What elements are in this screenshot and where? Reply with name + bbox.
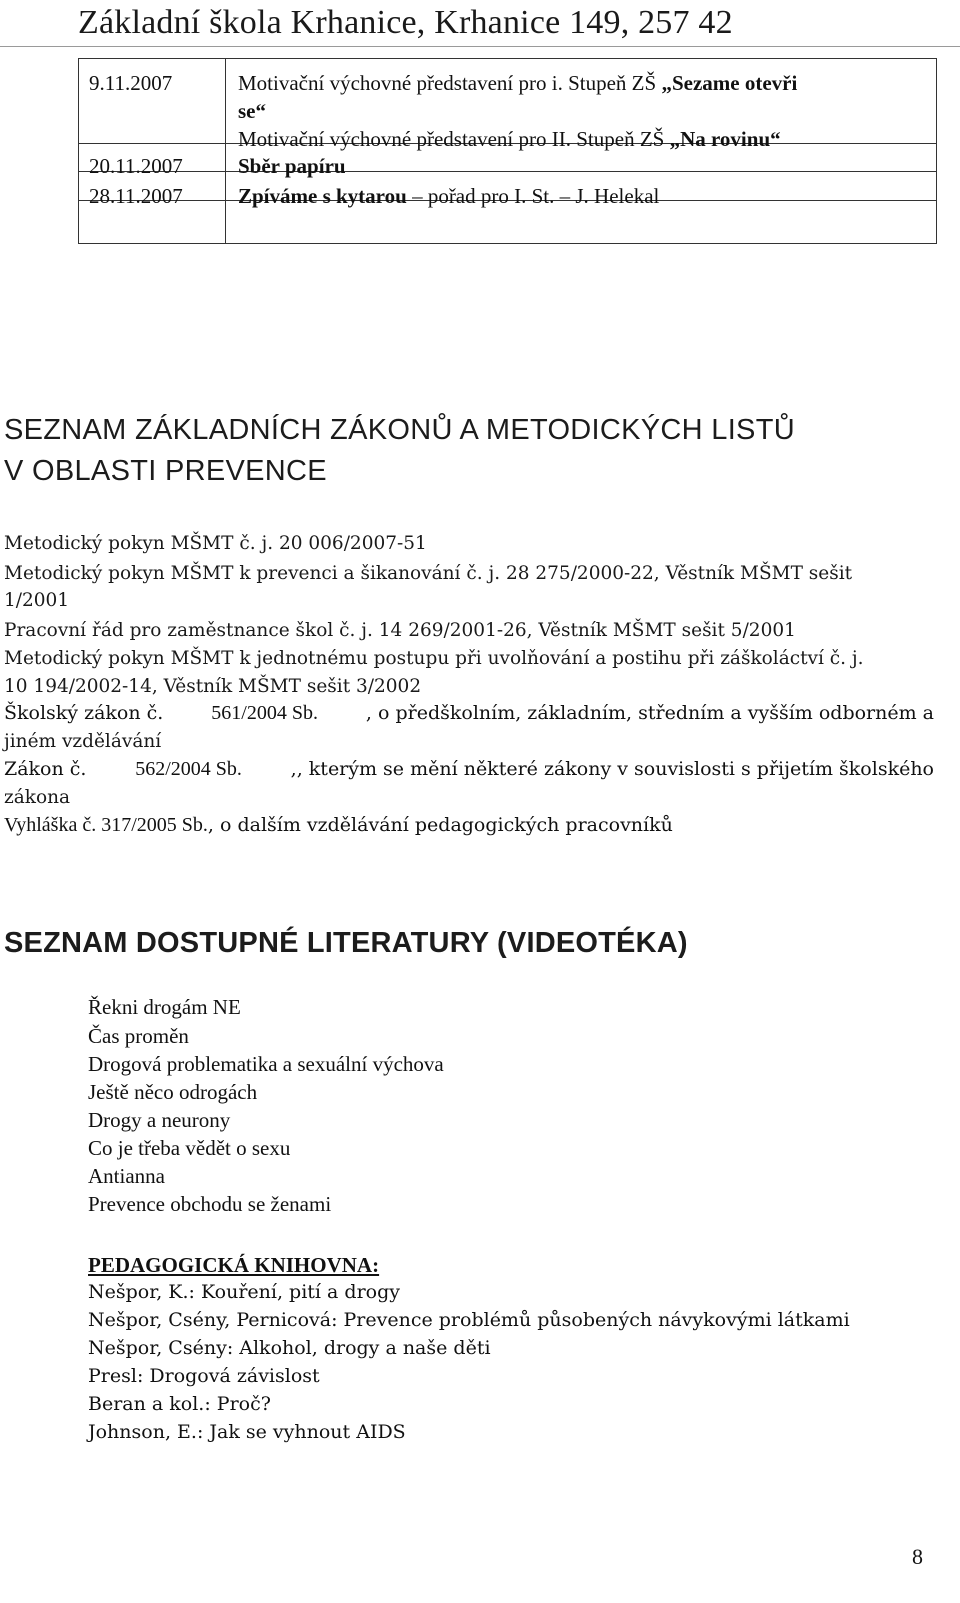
video-item: Řekni drogám NE (88, 995, 241, 1019)
video-item: Co je třeba vědět o sexu (88, 1136, 291, 1160)
library-item: Nešpor, Csény, Pernicová: Prevence problémů působených návykovými látkami (88, 1309, 850, 1331)
library-title: PEDAGOGICKÁ KNIHOVNA: (88, 1253, 380, 1277)
law-item-skolsky-zakon: Školský zákon č. 561/2004 Sb. , o předškolním, základním, středním a vyšším odborném a (4, 702, 934, 724)
law-item-cont: 1/2001 (4, 590, 70, 611)
header-title: Základní škola Krhanice, Krhanice 149, 257 42 (78, 4, 733, 41)
event-description-cont: se“ (238, 99, 266, 123)
library-item: Johnson, E.: Jak se vyhnout AIDS (88, 1421, 406, 1443)
law-item-cont: jiném vzdělávání (4, 731, 162, 752)
law-item: Metodický pokyn MŠMT k prevenci a šikanování č. j. 28 275/2000-22, Věstník MŠMT sešit (4, 563, 853, 584)
events-table (78, 58, 937, 244)
video-item: Antianna (88, 1164, 165, 1188)
section-title-laws-line2: V OBLASTI PREVENCE (4, 455, 327, 487)
video-item: Ještě něco odrogách (88, 1080, 258, 1104)
law-item-cont: zákona (4, 787, 71, 808)
video-item: Prevence obchodu se ženami (88, 1192, 332, 1216)
event-date: 28.11.2007 (89, 184, 183, 208)
page-header (0, 0, 960, 48)
library-item: Beran a kol.: Proč? (88, 1393, 271, 1415)
page-number: 8 (912, 1544, 923, 1569)
section-title-laws: SEZNAM ZÁKLADNÍCH ZÁKONŮ A METODICKÝCH LISTŮ (4, 414, 795, 446)
table-row-divider (79, 171, 936, 172)
event-description: Zpíváme s kytarou – pořad pro I. St. – J. Helekal (238, 184, 660, 208)
table-column-divider (225, 59, 226, 243)
library-item: Nešpor, K.: Kouření, pití a drogy (88, 1281, 400, 1303)
law-item-zakon: Zákon č. 562/2004 Sb. ,, kterým se mění některé zákony v souvislosti s přijetím školského (4, 758, 934, 780)
law-item: Pracovní řád pro zaměstnance škol č. j. 14 269/2001-26, Věstník MŠMT sešit 5/2001 (4, 620, 796, 641)
event-date: 9.11.2007 (89, 71, 173, 95)
header-rule (0, 46, 960, 47)
law-item-cont: 10 194/2002-14, Věstník MŠMT sešit 3/2002 (4, 676, 422, 697)
video-item: Čas proměn (88, 1024, 189, 1048)
video-item: Drogy a neurony (88, 1108, 231, 1132)
law-item: Metodický pokyn MŠMT k jednotnému postupu při uvolňování a postihu při záškoláctví č. j. (4, 648, 864, 669)
event-date: 20.11.2007 (89, 154, 183, 178)
event-description: Motivační výchovné představení pro i. Stupeň ZŠ „Sezame otevři (238, 71, 798, 95)
section-title-literature: SEZNAM DOSTUPNÉ LITERATURY (VIDEOTÉKA) (4, 927, 688, 959)
law-item: Metodický pokyn MŠMT č. j. 20 006/2007-51 (4, 533, 427, 554)
library-item: Presl: Drogová závislost (88, 1365, 320, 1387)
video-item: Drogová problematika a sexuální výchova (88, 1052, 444, 1076)
event-description: Motivační výchovné představení pro II. Stupeň ZŠ „Na rovinu“ (238, 127, 781, 151)
event-description: Sběr papíru (238, 154, 346, 178)
library-item: Nešpor, Csény: Alkohol, drogy a naše děti (88, 1337, 491, 1359)
law-item-vyhlaska: Vyhláška č. 317/2005 Sb., o dalším vzdělávání pedagogických pracovníků (4, 814, 673, 836)
